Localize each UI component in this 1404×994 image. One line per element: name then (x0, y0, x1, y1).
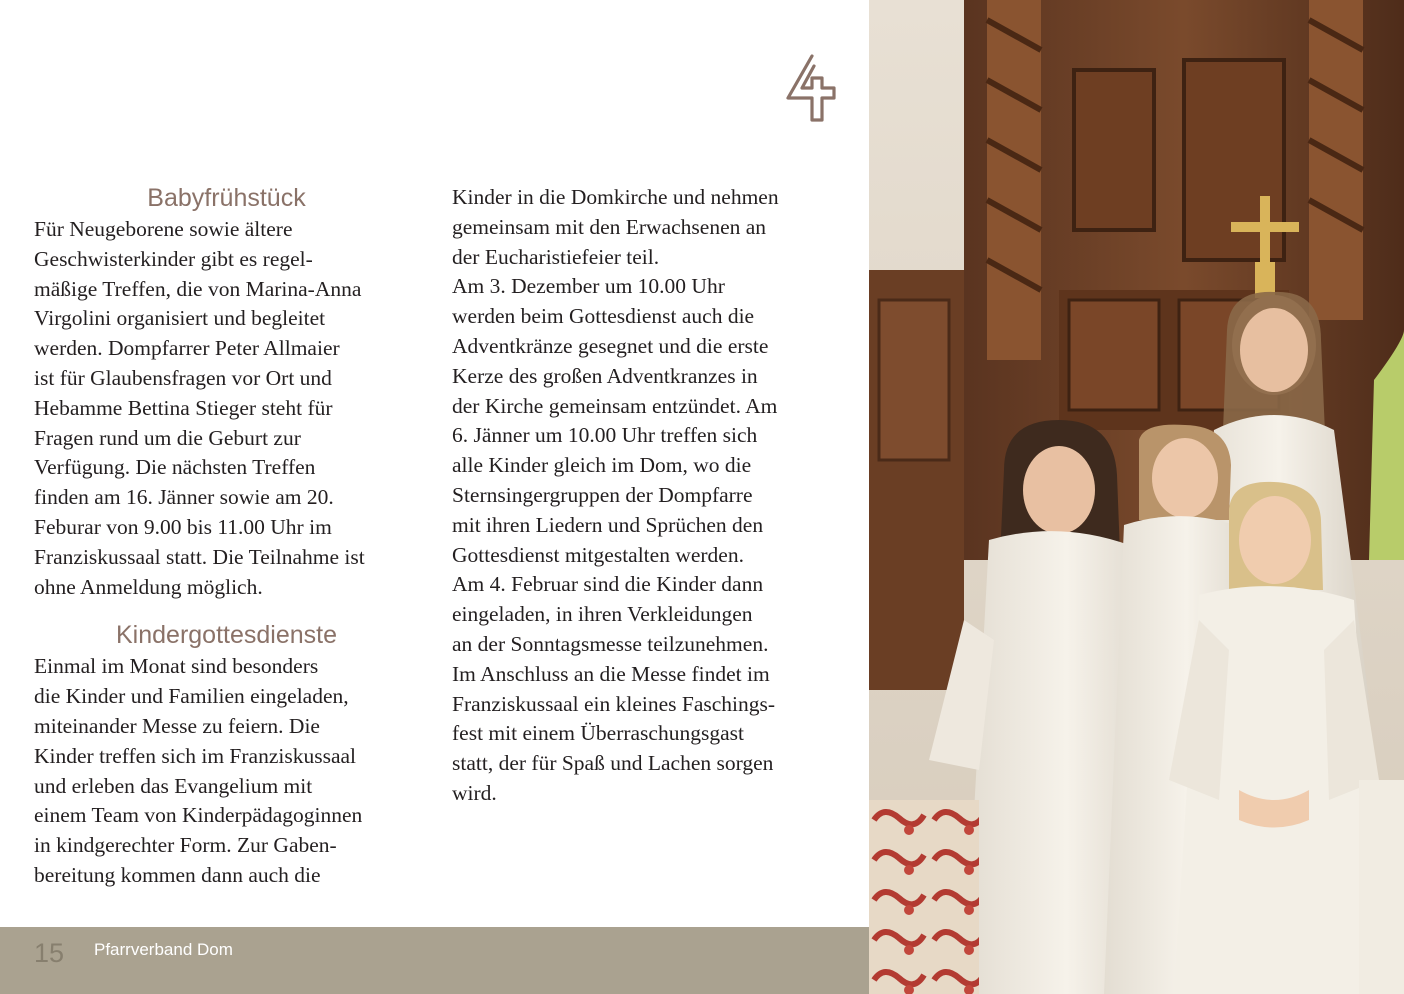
page-number: 15 (34, 938, 65, 968)
photo-illustration (869, 0, 1404, 994)
heading-babyfruehstueck: Babyfrühstück (147, 184, 306, 212)
kindergottesdienste-continued-text: Kinder in die Domkirche und nehmen gemeinsam mit den Erwachsenen an der Eucharistiefeier teil. Am 3. Dezember um 10.00 Uhr werden beim Gottesdienst auch die Adventkränze gesegnet und die erste Kerze des großen Adventkranzes in der Kirche gemeinsam entzündet. Am 6. Jänner um 10.00 Uhr treffen sich alle Kinder gleich im Dom, wo die Sternsingergruppen der Dompfarre mit ihren Liedern und Sprüchen den Gottesdienst mitgestalten werden. Am 4. Februar sind die Kinder dann eingeladen, in ihren Verkleidungen an der Sonntagsmesse teilzunehmen. Im Anschluss an die Messe findet im Franziskussaal ein kleines Faschings- fest mit einem Überraschungsgast statt, der für Spaß und Lachen sorgen wird. (452, 185, 779, 805)
footer-title: Pfarrverband Dom (94, 940, 233, 959)
kindergottesdienste-text: Einmal im Monat sind besonders die Kinder und Familien eingeladen, miteinander Messe zu feiern. Die Kinder treffen sich im Franziskussaal und erleben das Evangelium mit einem Team von Kinderpädagoginnen in kindgerechter Form. Zur Gaben- bereitung kommen dann auch die (34, 654, 363, 887)
right-column (452, 183, 844, 809)
church-children-photo (869, 0, 1404, 994)
cross-four-icon (784, 52, 840, 124)
heading-kindergottesdienste: Kindergottesdienste (116, 621, 337, 650)
left-column (34, 181, 419, 891)
page-footer (0, 927, 869, 994)
babyfruehstueck-text: Für Neugeborene sowie ältere Geschwisterkinder gibt es regel- mäßige Treffen, die von Marina-Anna Virgolini organisiert und begleitet werden. Dompfarrer Peter Allmaier ist für Glaubensfragen vor Ort und Hebamme Bettina Stieger steht für Fragen rund um die Geburt zur Verfügung. Die nächsten Treffen finden am 16. Jänner sowie am 20. Feburar von 9.00 bis 11.00 Uhr im Franziskussaal statt. Die Teilnahme ist ohne Anmeldung möglich. (34, 217, 365, 599)
